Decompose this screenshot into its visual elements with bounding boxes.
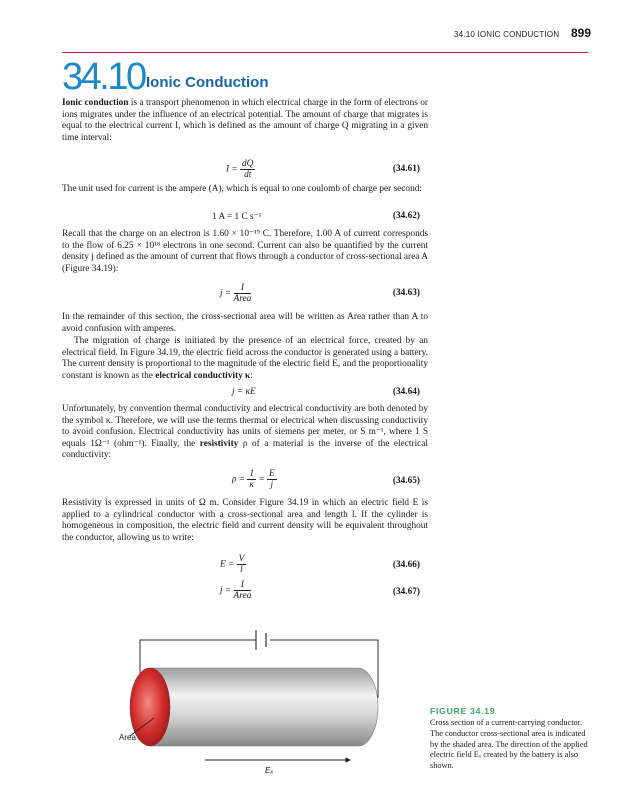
eq64-expr: j = κE [232,387,256,397]
eq65-den1: κ [249,480,254,490]
field-label: Eₓ [265,766,274,775]
eq66-numerator: V [238,554,245,564]
paragraph-area-note: In the remainder of this section, the cross-sectional area will be written as Area rather than A to avoid confusion with amperes. [62,312,428,334]
eq63-lhs: j = [220,288,232,299]
paragraph-migration-end: : [250,370,253,381]
page-number: 899 [571,26,592,40]
paragraph-migration-text: The migration of charge is initiated by the presence of an electrical force, created by an electrical field. In Figure 34.19, the electric field across the conductor is generated using a battery. The current density is proportional to the magnitude of the electric field E, and the proportionality constant is known as the [62,336,428,381]
eq62-expr: 1 A = 1 C s⁻¹ [212,212,262,222]
figure-caption-text: Cross section of a current-carrying conductor. The conductor cross-sectional area is indicated by the shaded area. The direction of the applied electric field Eₓ created by the battery is also shown. [430,718,588,771]
equation-34-61 [62,152,428,178]
eq66-label: (34.66) [392,560,420,570]
paragraph-electron-charge: Recall that the charge on an electron is 1.60 × 10⁻¹⁹ C. Therefore, 1.00 A of current corresponds to the flow of 6.25 × 10¹⁸ electrons in one second. Current can also be quantified by the current density j defined as the amount of current that flows through a conductor of cross-sectional area A (Figure 34.19): [62,229,428,274]
eq61-label: (34.61) [392,164,420,174]
eq66-denominator: l [240,565,243,575]
paragraph-conductivity-end: ρ of a material is the inverse of the electrical conductivity: [62,438,428,461]
term-electrical-conductivity: electrical conductivity κ [155,370,251,381]
eq61-denominator: dt [244,170,252,180]
equation-34-65 [62,466,428,494]
area-label: Area [119,733,136,742]
equation-34-64 [62,387,428,401]
paragraph-intro-text: is a transport phenomenon in which electrical charge in the form of electrons or ions migrates under the influence of an electrical potential. The amount of charge that migrates is equal to the electrical current I, which is defined as the amount of charge Q migrating in a given time interval: [62,98,428,143]
eq65-label: (34.65) [392,476,420,486]
eq65-num2: E [268,469,275,479]
paragraph-resistivity: Resistivity is expressed in units of Ω m. Consider Figure 34.19 in which an electric field E is applied to a cylindrical conductor with a cross-sectional area and length l. If the cylinder is homogeneous in composition, the electric field and current density will be equivalent throughout the conductor, allowing us to write: [62,498,428,543]
section-title: Ionic Conduction [146,74,269,91]
eq61-lhs: I = [226,164,238,175]
equation-34-66 [62,551,428,577]
paragraph-conductivity [62,404,428,462]
running-header: 34.10 IONIC CONDUCTION [454,30,560,39]
eq66-lhs: E = [220,559,235,570]
eq67-lhs: j = [220,585,232,596]
eq65-den2: j [270,480,274,490]
eq61-numerator: dQ [242,159,254,169]
eq67-label: (34.67) [392,587,420,597]
eq65-lhs: ρ = [232,474,246,485]
eq67-numerator: I [234,580,252,591]
eq63-label: (34.63) [392,288,420,298]
section-number: 34.10 [62,56,145,98]
cross-section-area [130,668,170,746]
eq63-denominator: Area [233,294,252,304]
term-resistivity: resistivity [199,438,239,449]
eq65-num1: 1 [249,469,255,479]
figure-conductor-diagram [110,618,410,793]
conductor-cylinder [150,668,378,746]
paragraph-intro [62,98,428,144]
paragraph-ampere: The unit used for current is the ampere (A), which is equal to one coulomb of charge per second: [62,184,422,194]
eq67-denominator: Area [233,591,252,601]
equation-34-63 [62,280,428,306]
paragraph-conductivity-text: Unfortunately, by convention thermal conductivity and electrical conductivity are both denoted by the symbol κ. Therefore, we will use the terms thermal or electrical when discussing conductivity to avoid confusion. Electrical conductivity has units of siemens per meter, or S m⁻¹, where 1 S equals 1Ω⁻¹ (ohm⁻¹). Finally, the [62,404,428,449]
eq62-label: (34.62) [392,211,420,221]
eq63-numerator: I [234,283,252,294]
equation-34-67 [62,580,428,606]
figure-caption-title: FIGURE 34.19 [430,706,496,716]
eq64-label: (34.64) [392,387,420,397]
equation-34-62 [62,211,428,225]
paragraph-migration [62,336,428,382]
eq65-mid: = [258,474,265,485]
term-ionic-conduction: Ionic conduction [62,98,129,108]
header-rule [62,52,588,53]
